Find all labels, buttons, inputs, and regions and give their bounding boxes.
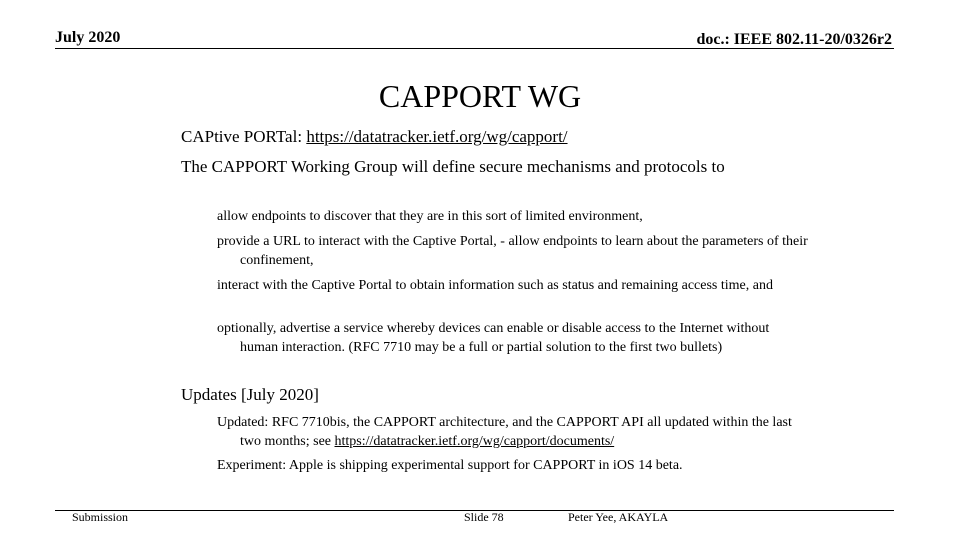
- captive-portal-label: CAPtive PORTal:: [181, 127, 303, 146]
- captive-portal-line: [181, 125, 801, 149]
- slide-title-text: CAPPORT WG: [378, 78, 582, 114]
- captive-portal-link[interactable]: https://datatracker.ietf.org/wg/capport/: [306, 127, 568, 146]
- footer-slide-number: Slide 78: [464, 510, 504, 524]
- bullet-1: allow endpoints to discover that they are in this sort of limited environment,: [217, 209, 643, 224]
- header-rule: [55, 48, 894, 49]
- footer-submission: Submission: [72, 510, 129, 524]
- update-item-1: [217, 413, 815, 451]
- header-date: July 2020: [55, 29, 121, 46]
- intro-text: The CAPPORT Working Group will define secure mechanisms and protocols to: [181, 157, 725, 176]
- slide-title: [0, 78, 960, 115]
- bullet-2: provide a URL to interact with the Captive Portal, - allow endpoints to learn about the parameters of their confinement,: [217, 234, 808, 268]
- bullet-4: optionally, advertise a service whereby devices can enable or disable access to the Internet without human interaction. (RFC 7710 may be a full or partial solution to the first two bullets): [217, 321, 770, 355]
- footer-author: Peter Yee, AKAYLA: [568, 510, 669, 524]
- updates-heading: Updates [July 2020]: [181, 385, 319, 404]
- update-item-1-text: Updated: RFC 7710bis, the CAPPORT architecture, and the CAPPORT API all updated within the last two months; see: [217, 415, 792, 449]
- update-item-2: Experiment: Apple is shipping experimental support for CAPPORT in iOS 14 beta.: [217, 458, 683, 473]
- bullet-3: interact with the Captive Portal to obtain information such as status and remaining access time, and: [217, 278, 773, 293]
- capport-documents-link[interactable]: https://datatracker.ietf.org/wg/capport/documents/: [334, 434, 615, 449]
- header-doc-id: doc.: IEEE 802.11-20/0326r2: [696, 31, 892, 48]
